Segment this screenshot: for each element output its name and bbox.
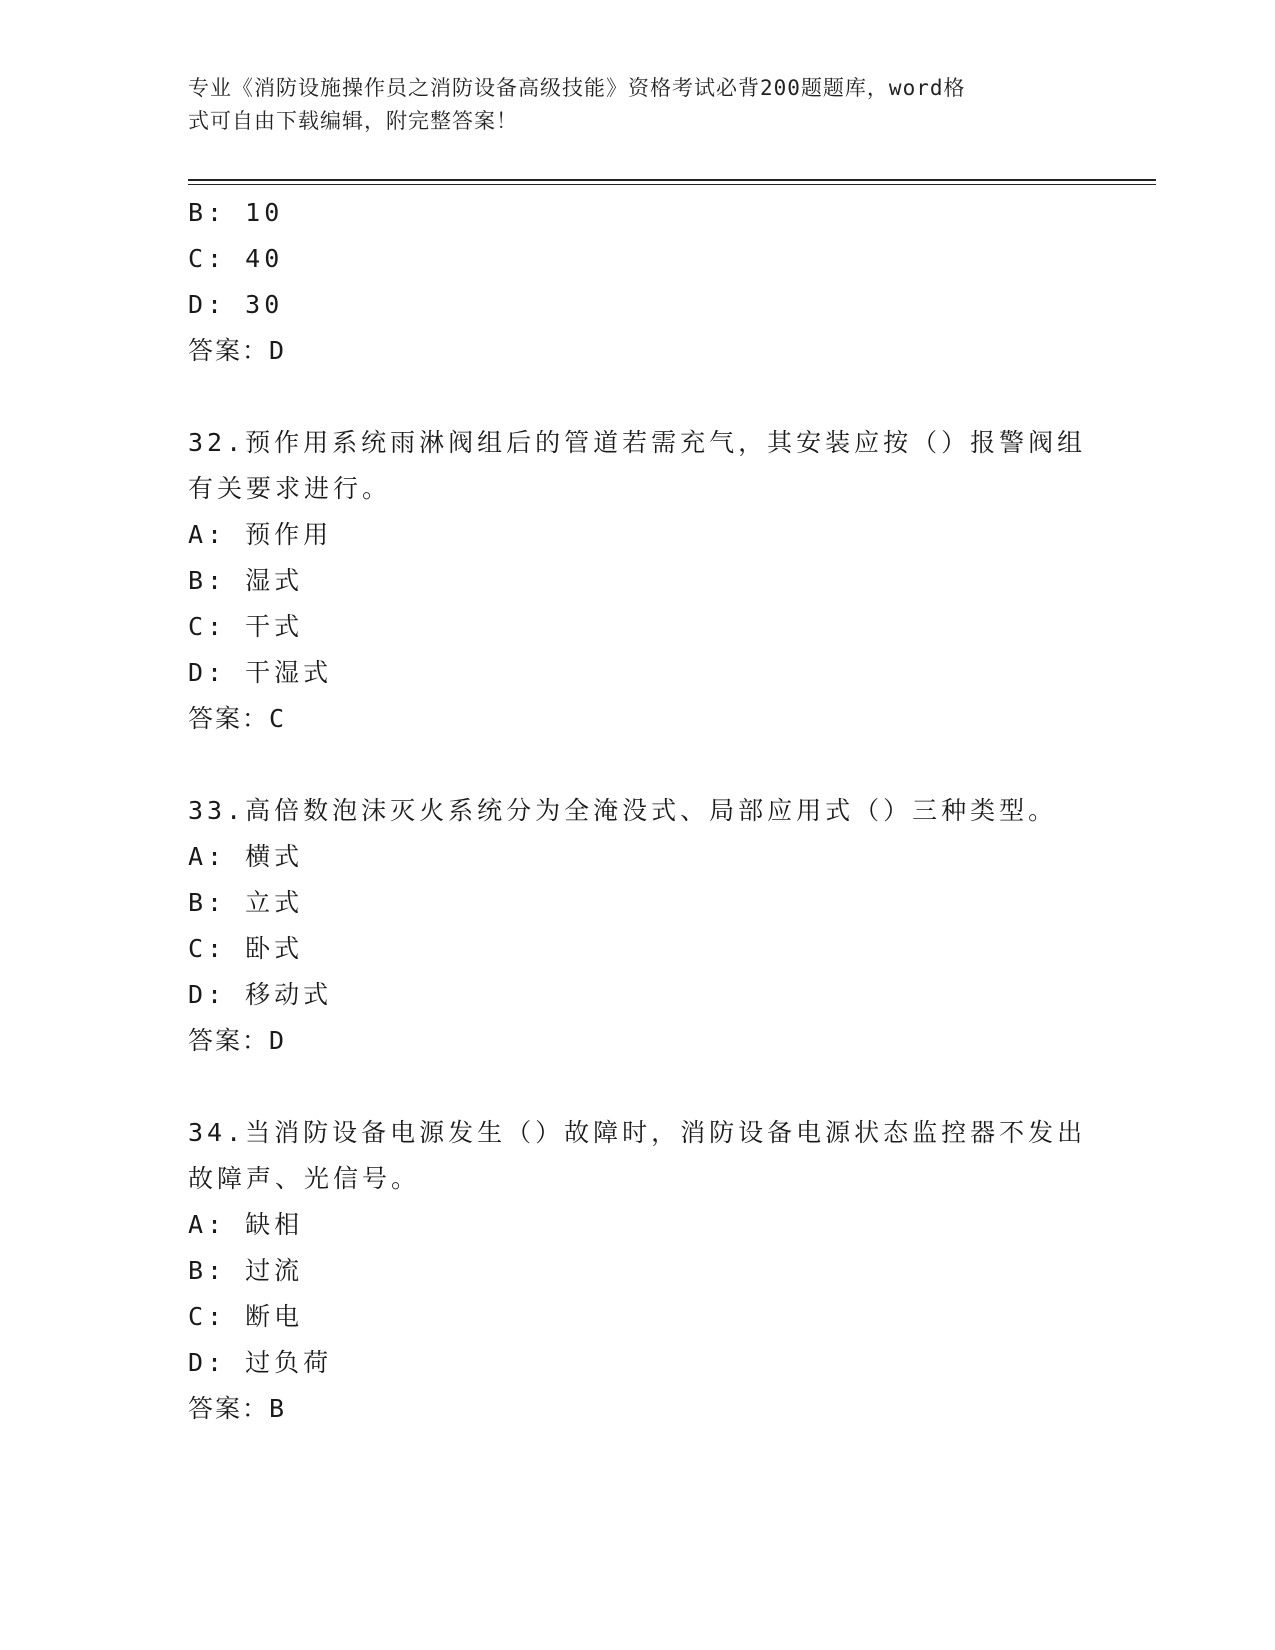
question-33-block [188, 788, 1088, 1064]
header-line-1: 专业《消防设施操作员之消防设备高级技能》资格考试必背200题题库，word格 [188, 76, 966, 100]
question-text-line-2: 有关要求进行。 [188, 474, 392, 503]
option-b: B: 10 [188, 198, 284, 227]
answer-line [188, 328, 1088, 374]
question-text-line-1: 32.预作用系统雨淋阀组后的管道若需充气，其安装应按（）报警阀组 [188, 428, 1087, 457]
answer-value: B [269, 1394, 287, 1423]
option-d: D: 移动式 [188, 980, 333, 1009]
option-b: B: 过流 [188, 1256, 304, 1285]
option-b: B: 立式 [188, 888, 304, 917]
option-b: B: 湿式 [188, 566, 304, 595]
answer-line [188, 696, 1088, 742]
option-a: A: 预作用 [188, 520, 333, 549]
question-text-line-2: 故障声、光信号。 [188, 1164, 421, 1193]
question-31-block [188, 190, 1088, 374]
question-text-line-1: 33.高倍数泡沫灭火系统分为全淹没式、局部应用式（）三种类型。 [188, 796, 1058, 825]
option-a: A: 横式 [188, 842, 304, 871]
option-a: A: 缺相 [188, 1210, 304, 1239]
option-c: C: 卧式 [188, 934, 304, 963]
question-text-line-1: 34.当消防设备电源发生（）故障时，消防设备电源状态监控器不发出 [188, 1118, 1087, 1147]
option-c: C: 干式 [188, 612, 304, 641]
answer-value: D [269, 336, 287, 365]
question-32-block [188, 420, 1088, 742]
spacer [188, 742, 1088, 788]
option-c: C: 40 [188, 244, 284, 273]
header-line-2: 式可自由下载编辑，附完整答案！ [188, 109, 518, 133]
answer-prefix: 答案： [188, 336, 270, 365]
answer-value: C [269, 704, 287, 733]
answer-prefix: 答案： [188, 704, 270, 733]
spacer [188, 374, 1088, 420]
document-header [188, 72, 1068, 138]
answer-prefix: 答案： [188, 1026, 270, 1055]
question-34-block [188, 1110, 1088, 1432]
header-divider-thick [188, 179, 1156, 181]
spacer [188, 1064, 1088, 1110]
answer-value: D [269, 1026, 287, 1055]
answer-prefix: 答案： [188, 1394, 270, 1423]
option-d: D: 干湿式 [188, 658, 333, 687]
question-content [188, 190, 1088, 1432]
header-divider-thin [188, 184, 1156, 185]
option-d: D: 30 [188, 290, 284, 319]
option-c: C: 断电 [188, 1302, 304, 1331]
option-d: D: 过负荷 [188, 1348, 333, 1377]
answer-line [188, 1386, 1088, 1432]
answer-line [188, 1018, 1088, 1064]
